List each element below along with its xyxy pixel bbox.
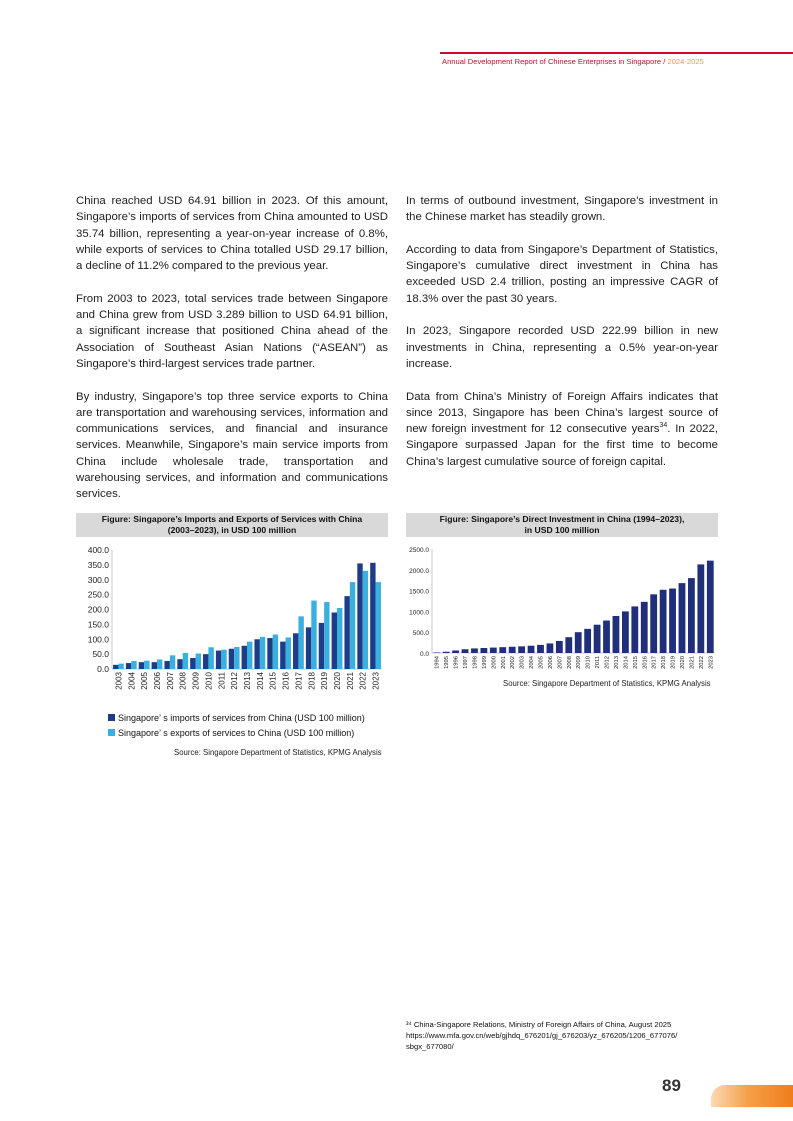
header-rule [440,52,793,54]
bar [293,633,298,669]
x-tick-label: 2018 [307,672,317,690]
x-tick-label: 2005 [538,656,545,669]
x-tick-label: 2021 [345,672,355,690]
x-tick-label: 2015 [268,672,278,690]
figure2-source: Source: Singapore Department of Statistics, KPMG Analysis [503,679,711,688]
x-tick-label: 2019 [320,672,330,690]
x-tick-label: 2007 [557,656,564,669]
figure2-title [406,513,718,537]
y-tick-label: 2500.0 [409,547,429,554]
paragraph-text: Data from China’s Ministry of Foreign Affairs indicates that since 2013, Singapore has been China’s largest source of new foreign investment for 12 consecutive years [406,390,718,436]
footnote-text: ³⁴ China-Singapore Relations, Ministry of Foreign Affairs of China, August 2025 [406,1020,672,1029]
paragraph-text: . In 2022, Singapore surpassed Japan for the first time to become China’s largest cumulative source of foreign capital. [406,423,718,468]
bar [324,602,329,669]
x-tick-label: 2012 [230,672,240,690]
bar [350,582,355,669]
y-tick-label: 200.0 [87,604,109,615]
figure1-title-line2: (2003–2023), in USD 100 million [167,525,297,535]
x-tick-label: 1994 [434,656,441,669]
figure2-title-line1: Figure: Singapore’s Direct Investment in China (1994–2023), [439,514,685,524]
y-tick-label: 500.0 [412,630,429,638]
bar [471,648,478,653]
right-column [406,193,718,486]
bar [603,621,610,653]
legend-swatch-exports [108,729,115,736]
bar [144,661,149,669]
bar [443,652,450,653]
left-column [76,193,388,519]
x-tick-label: 2011 [217,672,227,690]
figure1-title-line1: Figure: Singapore’s Imports and Exports of Services with China [101,514,363,524]
figure1-title [76,513,388,537]
x-tick-label: 2009 [576,656,583,669]
x-tick-label: 2010 [585,656,592,669]
bar [679,583,686,653]
x-tick-label: 2004 [127,672,137,690]
bar [177,659,182,669]
bar [247,642,252,669]
bar [126,663,131,669]
y-tick-label: 150.0 [87,619,109,630]
x-tick-label: 2007 [165,672,175,690]
bar [575,632,582,653]
y-tick-label: 350.0 [87,559,109,570]
bar [707,561,714,653]
x-tick-label: 1997 [463,656,470,669]
legend-label-exports: Singapore’ s exports of services to China (USD 100 million) [118,728,355,738]
bar [242,646,247,669]
bar [641,602,648,653]
y-tick-label: 0.0 [97,664,109,674]
y-tick-label: 2000.0 [409,567,429,575]
x-tick-label: 2004 [529,656,536,669]
x-tick-label: 2022 [698,656,705,669]
legend-imports [108,713,365,723]
bar [286,637,291,669]
y-tick-label: 1500.0 [409,588,429,596]
bar [170,655,175,669]
bar [113,665,118,669]
bar [547,643,554,653]
bar [337,608,342,669]
paragraph: In terms of outbound investment, Singapore’s investment in the Chinese market has steadily grown. [406,195,718,224]
bar [376,582,381,669]
y-tick-label: 250.0 [87,589,109,600]
x-tick-label: 2010 [204,672,214,690]
footnote [406,1019,718,1052]
footnote-url-cont[interactable]: sbgx_677080/ [406,1042,454,1051]
y-tick-label: 100.0 [87,634,109,645]
direct-investment-chart [406,540,718,676]
figure1-source: Source: Singapore Department of Statistics, KPMG Analysis [174,748,382,757]
bar [267,638,272,669]
x-tick-label: 2016 [642,656,649,669]
paragraph: From 2003 to 2023, total services trade between Singapore and China grew from USD 3.289 billion to USD 64.91 billion, a significant increase that positioned China ahead of the Association of Southeast Asian Nations (“ASEAN”) as Singapore’s third-largest services trade partner. [76,292,388,370]
x-tick-label: 2019 [670,656,677,669]
x-tick-label: 2017 [294,672,304,690]
x-tick-label: 1998 [472,656,479,669]
footnote-ref[interactable]: 34 [659,422,668,430]
bar [221,650,226,669]
header-separator: / [663,57,666,66]
bar [139,662,144,669]
x-tick-label: 2023 [371,672,381,690]
bar [509,647,516,653]
bar [260,637,265,669]
bar [370,563,375,669]
bar [660,590,667,653]
bar [306,627,311,669]
bar [556,641,563,653]
y-tick-label: 400.0 [87,545,109,555]
bar [697,564,704,653]
x-tick-label: 1995 [444,656,451,669]
x-tick-label: 2001 [500,656,507,669]
bar [234,647,239,669]
x-tick-label: 2008 [178,672,188,690]
bar [311,601,316,669]
bar [254,639,259,669]
bar [118,664,123,669]
bar [480,648,487,653]
x-tick-label: 2003 [519,656,526,669]
legend-exports [108,728,354,738]
bar [131,661,136,669]
bar [280,642,285,669]
bar [273,634,278,669]
bar [565,637,572,653]
bar [363,571,368,669]
x-tick-label: 2015 [632,656,639,669]
bar [183,653,188,669]
header-title: Annual Development Report of Chinese Enterprises in Singapore [442,57,662,66]
bar [152,662,157,669]
bar [631,606,638,653]
x-tick-label: 2017 [651,656,658,669]
header-year: 2024-2025 [667,57,704,66]
x-tick-label: 2008 [566,656,573,669]
bar [613,616,620,653]
bar [164,661,169,669]
bar [203,654,208,669]
paragraph: According to data from Singapore’s Department of Statistics, Singapore’s cumulative direct investment in China has exceeded USD 2.4 trillion, posting an impressive CAGR of 18.3% over the past 30 years. [406,243,718,305]
x-tick-label: 2009 [191,672,201,690]
bar [594,625,601,653]
y-tick-label: 0.0 [419,651,429,658]
bar [528,646,535,653]
bar [216,651,221,669]
x-tick-label: 2006 [153,672,162,690]
x-tick-label: 2022 [358,672,368,690]
x-tick-label: 2011 [595,656,602,669]
bar [332,612,337,669]
x-tick-label: 2014 [255,672,265,690]
bar [688,578,695,653]
page-tab-decoration [711,1085,793,1107]
x-tick-label: 2020 [679,656,686,669]
x-tick-label: 2014 [623,656,630,669]
x-tick-label: 2020 [333,672,342,690]
x-tick-label: 2012 [604,656,611,669]
bar [452,651,459,653]
bar [319,623,324,669]
bar [229,649,234,669]
bar [157,659,162,669]
bar [190,658,195,669]
x-tick-label: 2013 [613,656,620,669]
bar [490,648,497,653]
footnote-url[interactable]: https://www.mfa.gov.cn/web/gjhdq_676201/gj_676203/yz_676205/1206_677076/ [406,1031,678,1040]
x-tick-label: 1999 [481,656,488,669]
running-header [442,57,704,66]
services-trade-chart [76,542,388,707]
y-tick-label: 300.0 [87,574,109,585]
x-tick-label: 2013 [243,672,252,690]
x-tick-label: 1996 [453,656,460,669]
bar [208,647,213,669]
bar [537,645,544,653]
bar [298,616,303,669]
x-tick-label: 2000 [491,656,498,669]
x-tick-label: 2023 [708,656,715,669]
y-tick-label: 1000.0 [409,609,429,617]
bar [344,596,349,669]
x-tick-label: 2006 [547,656,554,669]
x-tick-label: 2003 [114,672,124,690]
bar [196,654,201,669]
y-tick-label: 50.0 [92,649,109,660]
bar [669,589,676,653]
paragraph: China reached USD 64.91 billion in 2023. Of this amount, Singapore’s imports of services from China amounted to USD 35.74 billion, representing a year-on-year increase of 0.8%, while exports of services to China totalled USD 29.17 billion, a decline of 11.2% compared to the previous year. [76,195,388,273]
page-number: 89 [662,1076,681,1095]
x-tick-label: 2005 [140,672,150,690]
x-tick-label: 2021 [689,656,696,669]
legend-swatch-imports [108,714,115,721]
figure2-title-line2: in USD 100 million [524,525,600,535]
bar [650,594,657,653]
bar [622,611,629,653]
bar [462,649,469,653]
x-tick-label: 2018 [661,656,668,669]
bar [499,647,506,653]
bar [584,629,591,653]
bar [518,646,525,653]
x-tick-label: 2002 [510,656,517,669]
paragraph: By industry, Singapore’s top three service exports to China are transportation and warehousing services, information and communications services, and financial and insurance services. Meanwhile, Singapore’s main service imports from China include wholesale trade, transportation and warehousing services, and information and communications services. [76,390,388,501]
x-tick-label: 2016 [281,672,291,690]
legend-label-imports: Singapore’ s imports of services from China (USD 100 million) [118,713,365,723]
paragraph: In 2023, Singapore recorded USD 222.99 billion in new investments in China, representing a 0.5% year-on-year increase. [406,325,718,370]
paragraph-with-footnote [406,389,718,470]
bar [357,563,362,669]
